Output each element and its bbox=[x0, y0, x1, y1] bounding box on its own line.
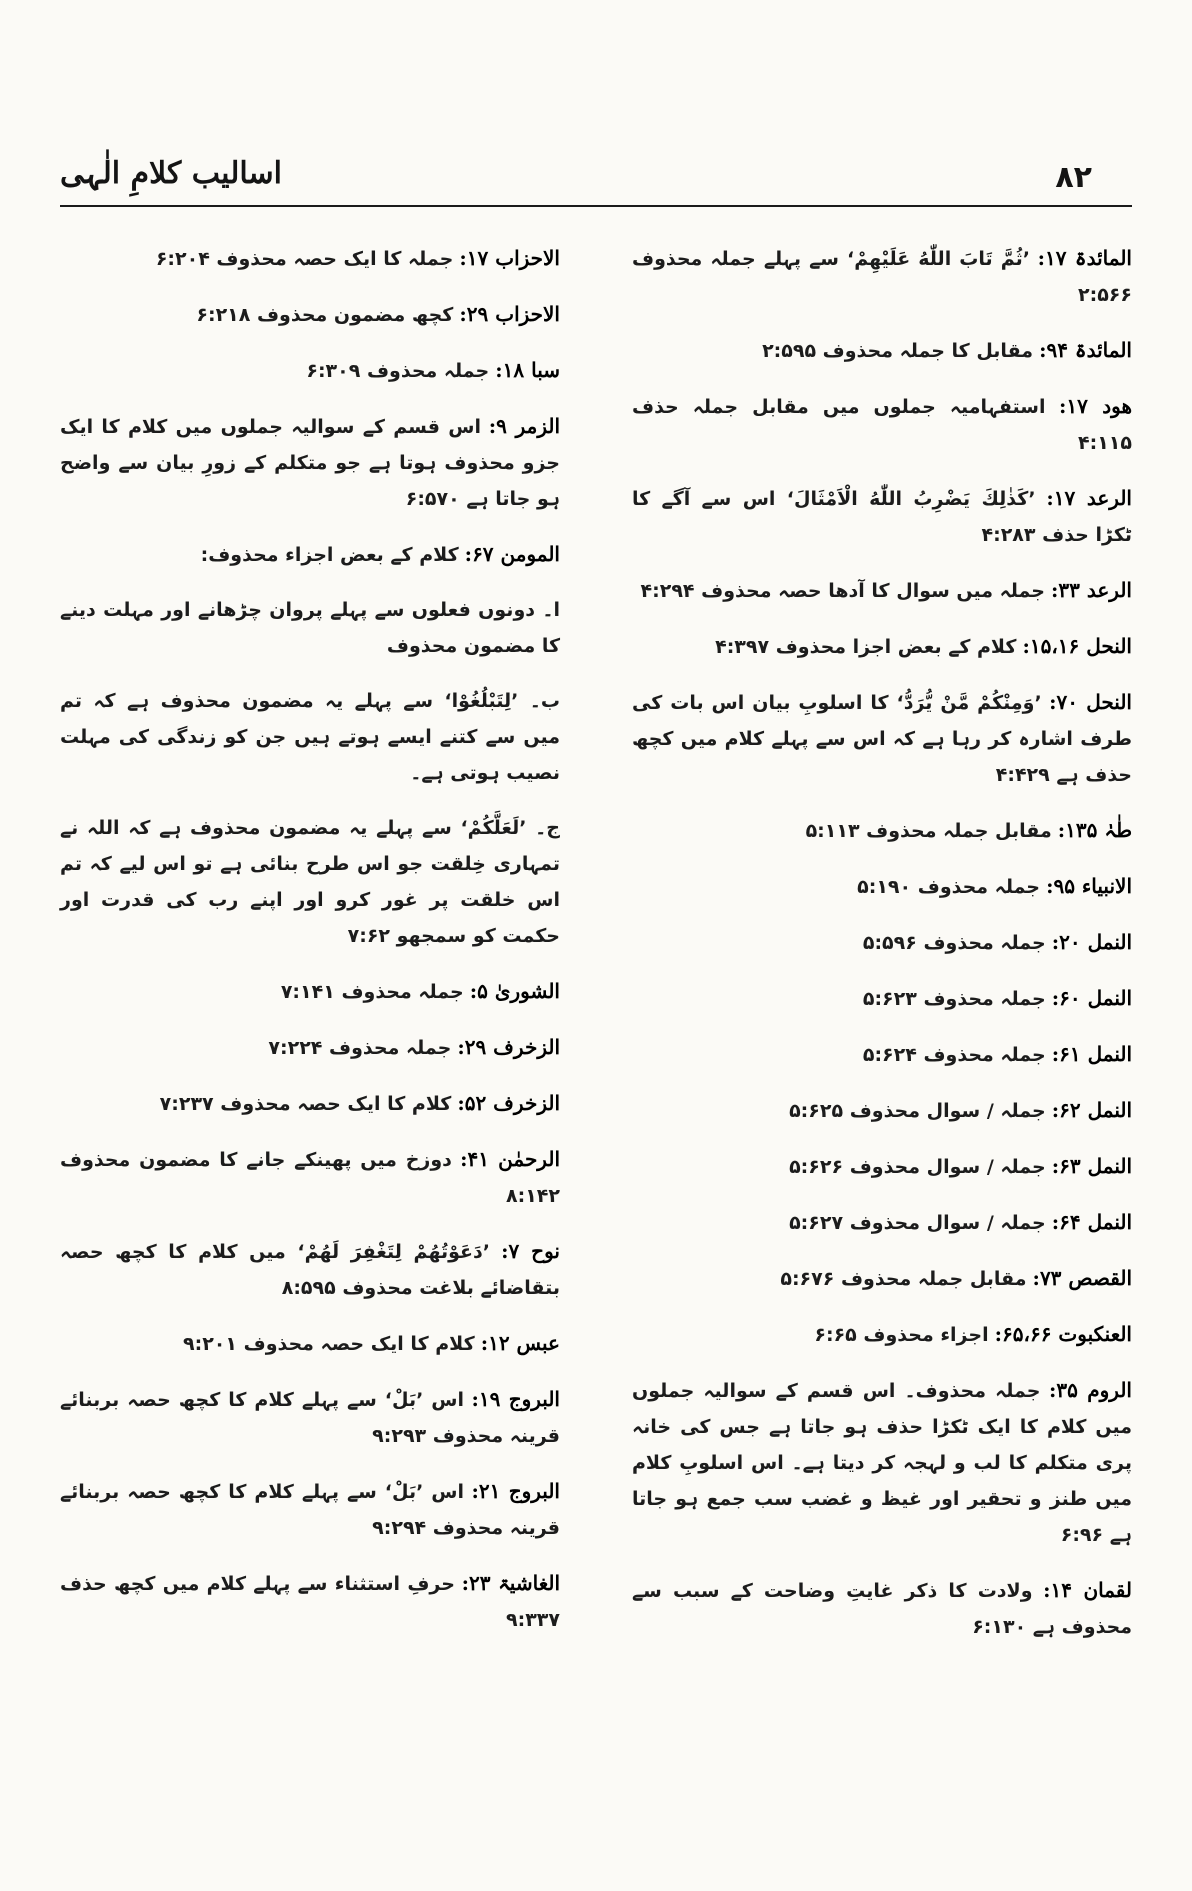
entry-reference: النحل ۱۵،۱۶: bbox=[1022, 634, 1132, 658]
index-entry bbox=[60, 683, 560, 791]
index-entry bbox=[60, 1233, 560, 1306]
entry-reference: الرعد ۳۳: bbox=[1051, 578, 1132, 602]
entry-reference: الزخرف ۵۲: bbox=[457, 1091, 560, 1115]
index-entry bbox=[60, 408, 560, 517]
entry-text: استفہامیہ جملوں میں مقابل جملہ حذف ۴:۱۱۵ bbox=[632, 396, 1132, 454]
index-entry bbox=[632, 480, 1132, 553]
index-entry bbox=[632, 572, 1132, 609]
entry-text: اس قسم کے سوالیہ جملوں میں کلام کا ایک جزو محذوف ہوتا ہے جو متکلم کے زورِ بیان سے واضح ہو جاتا ہے ۶:۵۷۰ bbox=[60, 416, 560, 510]
entry-text: جملہ محذوف ۷:۲۲۴ bbox=[268, 1037, 452, 1059]
entry-reference: هود ۱۷: bbox=[1058, 394, 1133, 418]
entry-text: مقابل کا جملہ محذوف ۲:۵۹۵ bbox=[762, 340, 1034, 362]
entry-text: ج۔ ’لَعَلَّكُمْ‘ سے پہلے یہ مضمون محذوف ہے کہ اللہ نے تمہاری خِلقت جو اس طرح بنائی ہے تو اس لیے کہ تم اس خلقت پر غور کرو اور اپنے رب کی قدرت اور حکمت کو سمجھو ۷:۶۲ bbox=[60, 817, 560, 947]
entry-reference: النمل ۶۲: bbox=[1051, 1098, 1132, 1122]
index-entry bbox=[632, 1148, 1132, 1185]
entry-text: ’وَمِنْكُمْ مَّنْ يُّرَدُّ‘ کا اسلوبِ بیان اس بات کی طرف اشارہ کر رہا ہے کہ اس سے پہلے کلام میں کچھ حذف ہے ۴:۴۲۹ bbox=[632, 692, 1132, 786]
entry-text: اس ’بَلْ‘ سے پہلے کلام کا کچھ حصہ بربنائے قرینہ محذوف ۹:۲۹۳ bbox=[60, 1389, 560, 1447]
index-entry bbox=[632, 628, 1132, 665]
index-entry bbox=[632, 388, 1132, 461]
entry-text: حرفِ استثناء سے پہلے کلام میں کچھ حذف ۹:۳۳۷ bbox=[60, 1573, 560, 1631]
index-entry bbox=[632, 1260, 1132, 1297]
entry-reference: الاحزاب ۲۹: bbox=[459, 302, 560, 326]
entry-text: مقابل جملہ محذوف ۵:۱۱۳ bbox=[805, 820, 1052, 842]
entry-text: اجزاء محذوف ۶:۶۵ bbox=[814, 1324, 989, 1346]
index-entry bbox=[632, 1372, 1132, 1553]
index-entry bbox=[632, 684, 1132, 793]
entry-reference: البروج ۱۹: bbox=[471, 1387, 560, 1411]
entry-reference: الرحمٰن ۴۱: bbox=[460, 1147, 560, 1171]
index-entry bbox=[60, 1381, 560, 1454]
header-divider bbox=[60, 205, 1132, 207]
index-entry bbox=[60, 592, 560, 664]
page-header bbox=[60, 150, 1132, 210]
entry-text: مقابل جملہ محذوف ۵:۶۷۶ bbox=[780, 1268, 1027, 1290]
index-entry bbox=[632, 240, 1132, 313]
entry-reference: الغاشیۃ ۲۳: bbox=[461, 1571, 560, 1595]
entry-reference: الشوریٰ ۵: bbox=[469, 979, 560, 1003]
entry-reference: عبس ۱۲: bbox=[480, 1331, 560, 1355]
entry-text: ب۔ ’لِتَبْلُغُوْا‘ سے پہلے یہ مضمون محذوف ہے کہ تم میں سے کتنے ایسے ہوتے ہیں جن کو زندگی کی مہلت نصیب ہوتی ہے۔ bbox=[60, 690, 560, 784]
entry-reference: النمل ۶۴: bbox=[1051, 1210, 1132, 1234]
entry-reference: القصص ۷۳: bbox=[1032, 1266, 1132, 1290]
index-entry bbox=[632, 1036, 1132, 1073]
entry-reference: النحل ۷۰: bbox=[1049, 690, 1132, 714]
entry-reference: العنکبوت ۶۵،۶۶: bbox=[994, 1322, 1132, 1346]
entry-reference: البروج ۲۱: bbox=[471, 1479, 560, 1503]
index-entry bbox=[632, 868, 1132, 905]
index-entry bbox=[632, 812, 1132, 849]
entry-text: جملہ کا ایک حصہ محذوف ۶:۲۰۴ bbox=[155, 248, 454, 270]
entry-text: جملہ محذوف ۵:۶۲۴ bbox=[862, 1044, 1046, 1066]
index-entry bbox=[60, 810, 560, 954]
index-entry bbox=[632, 1572, 1132, 1645]
index-entry bbox=[60, 973, 560, 1010]
entry-reference: المائدۃ ۱۷: bbox=[1037, 246, 1132, 270]
index-entry bbox=[60, 1141, 560, 1214]
entry-text: اس ’بَلْ‘ سے پہلے کلام کا کچھ حصہ بربنائے قرینہ محذوف ۹:۲۹۴ bbox=[60, 1481, 560, 1539]
index-columns bbox=[60, 240, 1132, 1664]
index-entry bbox=[632, 1316, 1132, 1353]
entry-text: کلام کا ایک حصہ محذوف ۷:۲۳۷ bbox=[159, 1093, 452, 1115]
entry-reference: النمل ۶۱: bbox=[1051, 1042, 1132, 1066]
entry-reference: النمل ۶۳: bbox=[1051, 1154, 1132, 1178]
index-entry bbox=[632, 332, 1132, 369]
entry-text: ’ثُمَّ تَابَ اللّٰهُ عَلَيْهِمْ‘ سے پہلے جملہ محذوف ۲:۵۶۶ bbox=[632, 248, 1132, 306]
entry-text: ’كَذٰلِكَ يَضْرِبُ اللّٰهُ الْاَمْثَالَ‘ اس سے آگے کا ٹکڑا حذف ۴:۲۸۳ bbox=[632, 488, 1132, 546]
entry-reference: الزخرف ۲۹: bbox=[457, 1035, 560, 1059]
entry-text: جملہ محذوف۔ اس قسم کے سوالیہ جملوں میں کلام کا ایک ٹکڑا حذف ہو جاتا ہے جس کی خانہ پری متکلم کا لب و لہجہ کر دیتا ہے۔ اس اسلوبِ کلام میں طنز و تحقیر اور غیظ و غضب سب جمع ہو جاتا ہے ۶:۹۶ bbox=[632, 1380, 1132, 1546]
index-entry bbox=[60, 1565, 560, 1638]
entry-reference: الزمر ۹: bbox=[488, 414, 561, 438]
entry-text: کچھ مضمون محذوف ۶:۲۱۸ bbox=[196, 304, 454, 326]
entry-text: ’دَعَوْتُهُمْ لِتَغْفِرَ لَهُمْ‘ میں کلام کا کچھ حصہ بتقاضائے بلاغت محذوف ۸:۵۹۵ bbox=[60, 1241, 560, 1299]
entry-reference: المائدۃ ۹۴: bbox=[1039, 338, 1132, 362]
index-entry bbox=[632, 980, 1132, 1017]
index-entry bbox=[632, 1204, 1132, 1241]
entry-reference: النمل ۶۰: bbox=[1051, 986, 1132, 1010]
entry-text: جملہ / سوال محذوف ۵:۶۲۵ bbox=[789, 1100, 1046, 1122]
entry-text: جملہ میں سوال کا آدھا حصہ محذوف ۴:۲۹۴ bbox=[640, 580, 1045, 602]
entry-text: دوزخ میں پھینکے جانے کا مضمون محذوف ۸:۱۴۲ bbox=[60, 1149, 560, 1207]
entry-text: جملہ محذوف ۷:۱۴۱ bbox=[280, 981, 464, 1003]
index-entry bbox=[60, 1029, 560, 1066]
index-entry bbox=[60, 296, 560, 333]
entry-reference: طٰہٰ ۱۳۵: bbox=[1057, 818, 1132, 842]
entry-text: جملہ محذوف ۶:۳۰۹ bbox=[306, 360, 490, 382]
index-column-right bbox=[632, 240, 1132, 1664]
entry-text: جملہ / سوال محذوف ۵:۶۲۷ bbox=[789, 1212, 1046, 1234]
index-entry bbox=[60, 1473, 560, 1546]
entry-text: کلام کے بعض اجزاء محذوف: bbox=[200, 544, 459, 566]
book-title: اسالیب کلامِ الٰہی bbox=[60, 156, 282, 191]
index-entry bbox=[60, 1085, 560, 1122]
entry-text: ولادت کا ذکر غایتِ وضاحت کے سبب سے محذوف ہے ۶:۱۳۰ bbox=[632, 1580, 1132, 1638]
index-column-left bbox=[60, 240, 560, 1664]
index-entry bbox=[60, 1325, 560, 1362]
entry-text: جملہ / سوال محذوف ۵:۶۲۶ bbox=[789, 1156, 1046, 1178]
index-entry bbox=[60, 352, 560, 389]
entry-text: کلام کا ایک حصہ محذوف ۹:۲۰۱ bbox=[183, 1333, 475, 1355]
entry-reference: المومن ۶۷: bbox=[464, 542, 560, 566]
entry-text: ا۔ دونوں فعلوں سے پہلے پروان چڑھانے اور مہلت دینے کا مضمون محذوف bbox=[60, 599, 560, 657]
entry-reference: لقمان ۱۴: bbox=[1043, 1578, 1132, 1602]
entry-reference: النمل ۲۰: bbox=[1051, 930, 1132, 954]
entry-reference: الروم ۳۵: bbox=[1048, 1378, 1132, 1402]
entry-reference: نوح ۷: bbox=[501, 1239, 560, 1263]
entry-reference: سبا ۱۸: bbox=[495, 358, 560, 382]
page-number: ۸۲ bbox=[1055, 160, 1092, 195]
index-entry bbox=[632, 924, 1132, 961]
entry-reference: الرعد ۱۷: bbox=[1046, 486, 1132, 510]
entry-reference: الاحزاب ۱۷: bbox=[459, 246, 560, 270]
entry-text: جملہ محذوف ۵:۱۹۰ bbox=[857, 876, 1041, 898]
index-entry bbox=[60, 536, 560, 573]
index-entry bbox=[632, 1092, 1132, 1129]
entry-text: جملہ محذوف ۵:۶۲۳ bbox=[862, 988, 1046, 1010]
entry-text: کلام کے بعض اجزا محذوف ۴:۳۹۷ bbox=[715, 636, 1017, 658]
index-entry bbox=[60, 240, 560, 277]
entry-text: جملہ محذوف ۵:۵۹۶ bbox=[862, 932, 1046, 954]
entry-reference: الانبیاء ۹۵: bbox=[1046, 874, 1132, 898]
